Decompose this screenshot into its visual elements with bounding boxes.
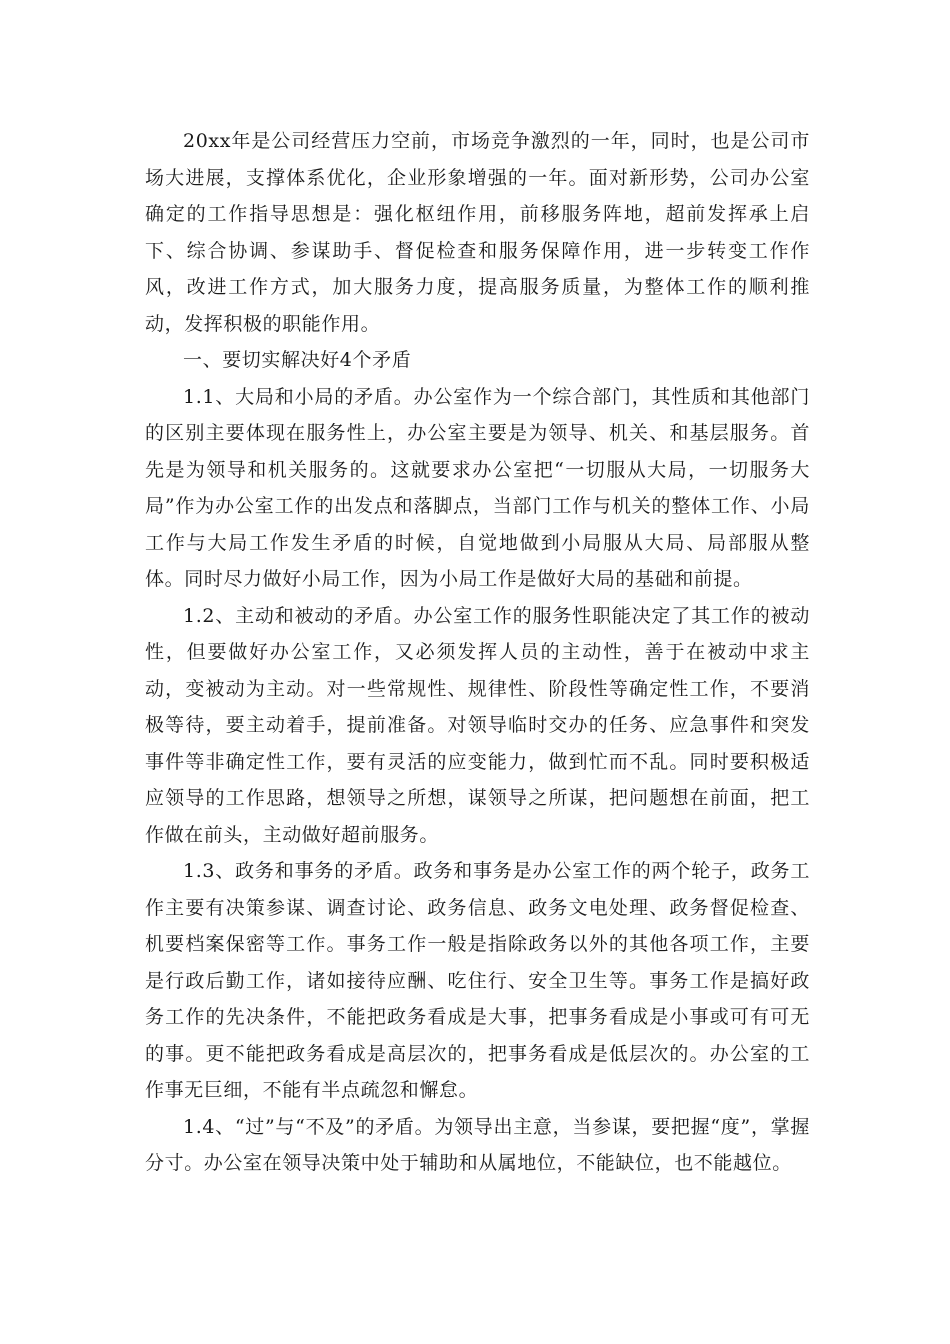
intro-paragraph: 20xx年是公司经营压力空前，市场竞争激烈的一年，同时，也是公司市场大进展，支撑体系优化，企业形象增强的一年。面对新形势，公司办公室确定的工作指导思想是：强化枢纽作用，前移服务阵地，超前发挥承上启下、综合协调、参谋助手、督促检查和服务保障作用，进一步转变工作作风，改进工作方式，加大服务力度，提高服务质量，为整体工作的顺利推动，发挥积极的职能作用。: [145, 130, 810, 335]
paragraph-1-3: 1.3、政务和事务的矛盾。政务和事务是办公室工作的两个轮子，政务工作主要有决策参谋、调查讨论、政务信息、政务文电处理、政务督促检查、机要档案保密等工作。事务工作一般是指除政务以外的其他各项工作，主要是行政后勤工作，诸如接待应酬、吃住行、安全卫生等。事务工作是搞好政务工作的先决条件，不能把政务看成是大事，把事务看成是小事或可有可无的事。更不能把政务看成是高层次的，把事务看成是低层次的。办公室的工作事无巨细，不能有半点疏忽和懈怠。: [145, 860, 810, 1101]
paragraph-1-4: 1.4、“过”与“不及”的矛盾。为领导出主意，当参谋，要把握“度”，掌握分寸。办公室在领导决策中处于辅助和从属地位，不能缺位，也不能越位。: [145, 1115, 810, 1174]
document-body: [145, 123, 810, 1182]
paragraph-1-2: 1.2、主动和被动的矛盾。办公室工作的服务性职能决定了其工作的被动性，但要做好办公室工作，又必须发挥人员的主动性，善于在被动中求主动，变被动为主动。对一些常规性、规律性、阶段性等确定性工作，不要消极等待，要主动着手，提前准备。对领导临时交办的任务、应急事件和突发事件等非确定性工作，要有灵活的应变能力，做到忙而不乱。同时要积极适应领导的工作思路，想领导之所想，谋领导之所谋，把问题想在前面，把工作做在前头，主动做好超前服务。: [145, 604, 810, 846]
section-heading: 一、要切实解决好4个矛盾: [183, 349, 412, 371]
paragraph-1-1: 1.1、大局和小局的矛盾。办公室作为一个综合部门，其性质和其他部门的区别主要体现在服务性上，办公室主要是为领导、机关、和基层服务。首先是为领导和机关服务的。这就要求办公室把“一切服从大局，一切服务大局”作为办公室工作的出发点和落脚点，当部门工作与机关的整体工作、小局工作与大局工作发生矛盾的时候，自觉地做到小局服从大局、局部服从整体。同时尽力做好小局工作，因为小局工作是做好大局的基础和前提。: [145, 385, 810, 590]
